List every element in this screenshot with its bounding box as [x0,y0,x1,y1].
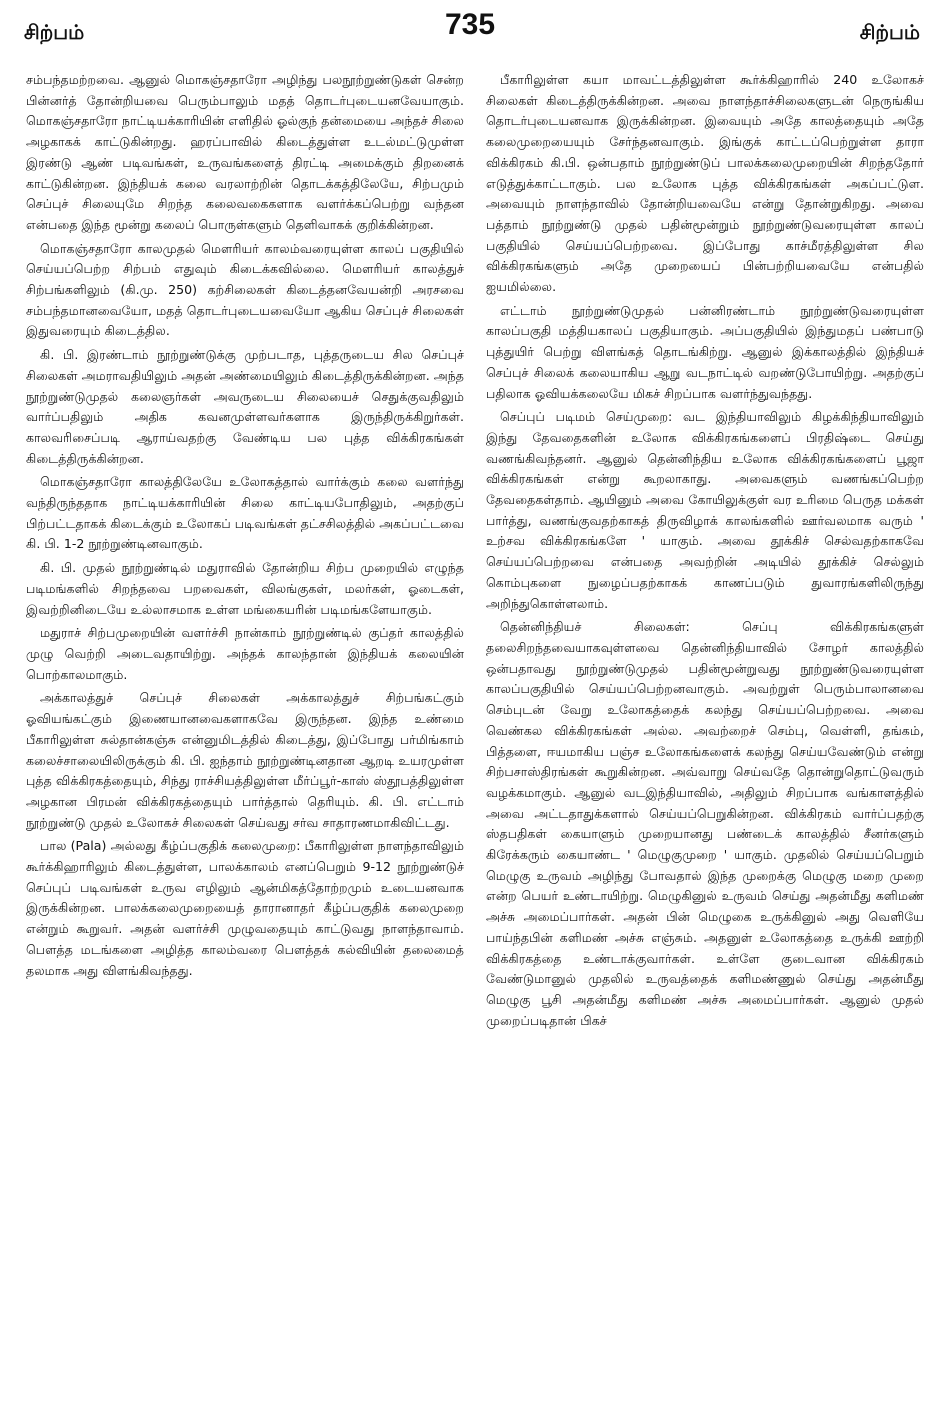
paragraph: மொகஞ்சதாரோ காலத்திலேயே உலோகத்தால் வார்க்கும் கலை வளர்ந்து வந்திருந்ததாக நாட்டியக்காரியின் சிலை காட்டியபோதிலும், அதற்குப் பிற்பட்டதாகக் கிடைக்கும் உலோகப் படிவங்கள் தட்சசிலத்தில் அகப்பட்டவை கி. பி. 1-2 நூற்றுண்டினவாகும். [26,474,464,552]
paragraph: மொகஞ்சதாரோ காலமுதல் மௌரியர் காலம்வரையுள்ள காலப் பகுதியில் செய்யப்பெற்ற சிற்பம் எதுவும் கிடைக்கவில்லை. மௌரியர் காலத்துச் சிற்பங்களிலும் (கி.மு. 250) கற்சிலைகள் கிடைத்தனவேயன்றி அரசவை சம்பந்தமானவையோ, மதத் தொடர்புடையவையோ ஆகிய செப்புச் சிலைகள் இதுவரையும் கிடைத்தில. [26,240,464,339]
paragraph: அக்காலத்துச் செப்புச் சிலைகள் அக்காலத்துச் சிற்பங்கட்கும் ஓவியங்கட்கும் இணையானவைகளாகவே இருந்தன. இந்த உண்மை பீகாரிலுள்ள சுல்தான்கஞ்சு என்னுமிடத்தில் கிடைத்து, இப்போது பர்மிங்காம் கலைச்சாலையிலிருக்கும் கி. பி. ஐந்தாம் நூற்றுண்டினதான ஆறடி உயரமுள்ள புத்த விக்கிரகத்தையும், சிந்து ராச்சியத்திலுள்ள மீர்ப்பூர்-காஸ் ஸ்தூபத்திலுள்ள அழகான பிரமன் விக்கிரகத்தையும் பார்த்தால் தெரியும். கி. பி. எட்டாம் நூற்றுண்டு முதல் உலோகச் சிலைகள் செய்வது சர்வ சாதாரணமாகிவிட்டது. [26,690,464,830]
paragraph: சம்பந்தமற்றவை. ஆனுல் மொகஞ்சதாரோ அழிந்து பலநூற்றுண்டுகள் சென்ற பின்னர்த் தோன்றியவை பெரும்பாலும் மதத் தொடர்புடையனவேயாகும். மொகஞ்சதாரோ நாட்டியக்காரியின் எளிதில் ஓல்குந் தன்மையை அந்தச் சிலை அழகாகக் காட்டுகின்றது. ஹரப்பாவில் கிடைத்துள்ள உடல்மட்டுமுள்ள இரண்டு ஆண் படிவங்கள், உருவங்களைத் திரட்டி அமைக்கும் திறனைக் காட்டுகின்றன. இந்தியக் கலை வரலாற்றின் தொடக்கத்திலேயே, சிற்பமும் செப்புச் சிலையுமே சிறந்த கலைவகைகளாக வளர்க்கப்பெற்று வந்தன என்பதை இந்த மூன்று கலைப் பொருள்களும் தெளிவாகக் குறிக்கின்றன. [26,72,464,232]
paragraph: பீகாரிலுள்ள கயா மாவட்டத்திலுள்ள கூர்க்கிஹாரில் 240 உலோகச் சிலைகள் கிடைத்திருக்கின்றன. அவை நாளந்தாச்சிலைகளுடன் நெருங்கிய தொடர்புடையனவாக இருக்கின்றன. இவையும் அதே காலத்தையும் அதே கலைமுறையையும் சேர்ந்தனவாகும். இங்குக் காட்டப்பெற்றுள்ள தாரா விக்கிரகம் கி.பி. ஒன்பதாம் நூற்றுண்டுப் பாலக்கலைமுறையின் சிறந்ததோர் எடுத்துக்காட்டாகும். பல உலோக புத்த விக்கிரகங்கள் அகப்பட்டுள. அவையும் நாளந்தாவில் தோன்றியவையே என்று தோன்றுகிறது. அவை பத்தாம் நூற்றுண்டு முதல் பதின்மூன்றும் நூற்றுண்டுவரையுள்ள காலப் பகுதியில் செய்யப்பெற்றவை. இப்போது காச்மீரத்திலுள்ள சில விக்கிரகங்களும் அதே முறையைப் பின்பற்றியவையே என்பதில் ஐயமில்லை. [486,72,924,295]
header-right-title: சிற்பம் [859,20,920,44]
header-left-title: சிற்பம் [24,20,85,44]
right-column [486,70,924,1420]
paragraph: கி. பி. முதல் நூற்றுண்டில் மதுராவில் தோன்றிய சிற்ப முறையில் எழுந்த படிமங்களில் சிறந்தவை பறவைகள், விலங்குகள், மலர்கள், ஓடைகள், இவற்றினிடையே உல்லாசமாக உள்ள மங்கையரின் படிமங்களேயாகும். [26,560,464,617]
paragraph: தென்னிந்தியச் சிலைகள்: செப்பு விக்கிரகங்களுள் தலைசிறந்தவையாகவுள்ளவை தென்னிந்தியாவில் சோழர் காலத்தில் ஒன்பதாவது நூற்றுண்டுமுதல் பதின்மூன்றுவது நூற்றுண்டுவரையுள்ள காலப்பகுதியில் செய்யப்பெற்றனவாகும். அவற்றுள் பெரும்பாலானவை செம்புடன் வேறு உலோகத்தைக் கலந்து செய்யப்பெற்றவை. அவை வெண்கல விக்கிரகங்கள் அல்ல. அவற்றைச் செம்பு, வெள்ளி, தங்கம், பித்தளை, ஈயமாகிய பஞ்ச உலோகங்களைக் கலந்து செய்யவேண்டும் என்று சிற்பசாஸ்திரங்கள் கூறுகின்றன. அவ்வாறு செய்வதே தொன்றுதொட்டுவரும் வழக்கமாகும். ஆனுல் வடஇந்தியாவில், அதிலும் சிறப்பாக வங்காளத்தில் அவை அட்டதாதுக்களால் செய்யப்பெறுகின்றன. விக்கிரகம் வார்ப்பதற்கு ஸ்தபதிகள் கையாளும் முறையானது பண்டைக் காலத்தில் சீனர்களும் கிரேக்கரும் கையாண்ட ' மெழுகுமுறை ' யாகும். முதலில் செய்யப்பெறும் மெழுகு உருவம் அழிந்து போவதால் இந்த முறைக்கு மெழுகு மறை முறை என்ற பெயர் உண்டாயிற்று. மெழுகினுல் உருவம் செய்து அதன்மீது களிமண் அச்சு அமைப்பார்கள். அதன் பின் மெழுகை உருக்கினுல் அது வெளியே பாய்ந்தபின் களிமண் அச்சு எஞ்சும். அதனுள் உலோகத்தை உருக்கி ஊற்றி விக்கிரகத்தை உண்டாக்குவார்கள். உள்ளே குடைவான விக்கிரகம் வேண்டுமானுல் முதலில் உருவத்தைக் களிமண்ணுல் செய்து அதன்மீது மெழுகு பூசி அதன்மீது களிமண் அச்சு அமைப்பார்கள். ஆனுல் முதல் முறைப்படிதான் பிகச் [486,619,924,1028]
paragraph: கி. பி. இரண்டாம் நூற்றுண்டுக்கு முற்படாத, புத்தருடைய சில செப்புச் சிலைகள் அமராவதியிலும் அதன் அண்மையிலும் கிடைத்திருக்கின்றன. அந்த நூற்றுண்டுமுதல் கலைஞர்கள் அவருடைய சிலையைச் செதுக்குவதிலும் வார்ப்பதிலும் அதிக கவனமுள்ளவர்களாக இருந்திருக்கிறுர்கள். காலவரிசைப்படி ஆராய்வதற்கு வேண்டிய பல புத்த விக்கிரகங்கள் கிடைத்திருக்கின்றன. [26,347,464,466]
left-column [26,70,464,1420]
paragraph: மதுராச் சிற்பமுறையின் வளர்ச்சி நான்காம் நூற்றுண்டில் குப்தர் காலத்தில் முழு வெற்றி அடைவதாயிற்று. அந்தக் காலந்தான் இந்தியக் கலையின் பொற்காலமாகும். [26,625,464,682]
paragraph: எட்டாம் நூற்றுண்டுமுதல் பன்னிரண்டாம் நூற்றுண்டுவரையுள்ள காலப்பகுதி மத்தியகாலப் பகுதியாகும். அப்பகுதியில் இந்துமதப் பண்பாடு புத்துயிர் பெற்று விளங்கத் தொடங்கிற்று. ஆனுல் இக்காலத்தில் இந்தியச் செப்புச் சிலைக் கலையாகிய ஆறு வடநாட்டில் வறண்டுபோயிற்று. அதற்குப் பதிலாக ஓவியக்கலையே மிகச் சிறப்பாக வளர்ந்துவந்தது. [486,302,924,401]
page-header [0,6,940,60]
paragraph: பால (Pala) அல்லது கீழ்ப்பகுதிக் கலைமுறை: பீகாரிலுள்ள நாளந்தாவிலும் கூர்க்கிஹாரிலும் கிடைத்துள்ள, பாலக்காலம் எனப்பெறும் 9-12 நூற்றுண்டுச் செப்புப் படிவங்கள் உருவ எழிலும் ஆன்மிகத்தோற்றமும் உடையனவாக இருக்கின்றன. பாலக்கலைமுறையைத் தாரானாதர் கீழ்ப்பகுதிக் கலைமுறை என்றும் கூறுவர். அதன் வளர்ச்சி முழுவதையும் காட்டுவது நாளந்தாவாம். பௌத்த மடங்களை அழித்த காலம்வரை பௌத்தக் கல்வியின் தலைமைத் தலமாக அது விளங்கிவந்தது. [26,838,464,978]
page-number: 735 [444,8,496,41]
paragraph: செப்புப் படிமம் செய்முறை: வட இந்தியாவிலும் கிழக்கிந்தியாவிலும் இந்து தேவதைகளின் உலோக விக்கிரகங்களைப் பிரதிஷ்டை செய்து வணங்கிவந்தனர். ஆனுல் தென்னிந்திய உலோக விக்கிரகங்களைப் பூஜா விக்கிரகங்கள் என்று கூறலாகாது. அவைகளும் வணங்கப்பெற்ற தேவதைகள்தாம். ஆயினும் அவை கோயிலுக்குள் வர உரிமை பெருத மக்கள் பார்த்து, வணங்குவதற்காகத் திருவிழாக் காலங்களில் ஊர்வலமாக வரும் ' உற்சவ விக்கிரகங்களே ' யாகும். அவை தூக்கிச் செல்வதற்காகவே செய்யப்பெற்றவை என்பதை அவற்றின் அடியில் தூக்கிச் செல்லும் கொம்புகளை நுழைப்பதற்காகக் காணப்படும் துவாரங்களிலிருந்து அறிந்துகொள்ளலாம். [486,409,924,611]
